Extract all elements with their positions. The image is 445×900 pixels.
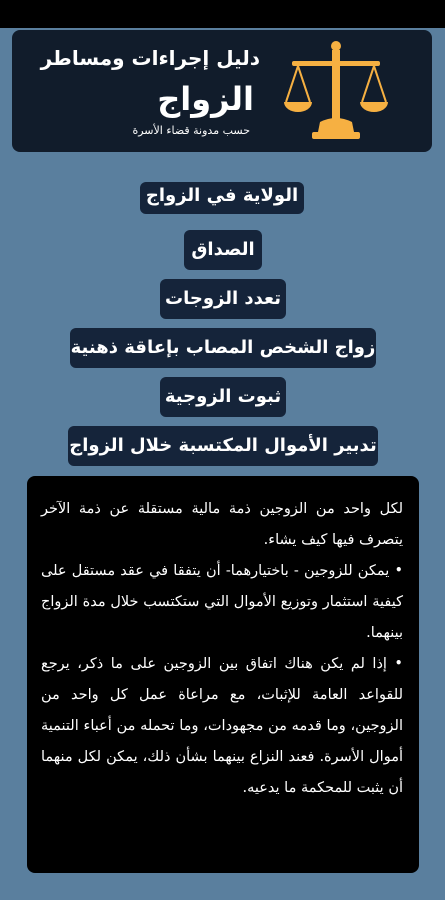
status-bar (0, 0, 445, 28)
app-header (12, 30, 432, 152)
topic-button-guardianship[interactable]: الولاية في الزواج (140, 182, 304, 214)
header-title-line2: الزواج (157, 80, 254, 118)
topic-button-dowry[interactable]: الصداق (184, 230, 262, 270)
topic-button-disabled-marriage[interactable]: زواج الشخص المصاب بإعاقة ذهنية (70, 328, 376, 368)
content-bullet-1: • يمكن للزوجين - باختيارهما- أن يتفقا في عقد مستقل على كيفية استثمار وتوزيع الأموال التي ستكتسب خلال مدة الزواج بينهما. (41, 563, 403, 641)
topic-button-marriage-proof[interactable]: ثبوت الزوجية (160, 377, 286, 417)
topic-button-property-management[interactable]: تدبير الأموال المكتسبة خلال الزواج (68, 426, 378, 466)
topic-button-polygamy[interactable]: تعدد الزوجات (160, 279, 286, 319)
content-panel (27, 476, 419, 873)
header-subtitle: حسب مدونة قضاء الأسرة (132, 124, 250, 137)
scales-of-justice-icon (282, 36, 390, 144)
content-intro: لكل واحد من الزوجين ذمة مالية مستقلة عن ذمة الآخر يتصرف فيها كيف يشاء. (41, 501, 403, 548)
header-title-line1: دليل إجراءات ومساطر (40, 46, 260, 70)
content-bullet-2: • إذا لم يكن هناك اتفاق بين الزوجين على ما ذكر، يرجع للقواعد العامة للإثبات، مع مراعاة عمل كل واحد من الزوجين، وما قدمه من مجهودات، وما تحمله من أعباء التنمية أموال الأسرة. فعند النزاع بينهما بشأن ذلك، يمكن لكل منهما أن يثبت للمحكمة ما يدعيه. (41, 656, 403, 796)
